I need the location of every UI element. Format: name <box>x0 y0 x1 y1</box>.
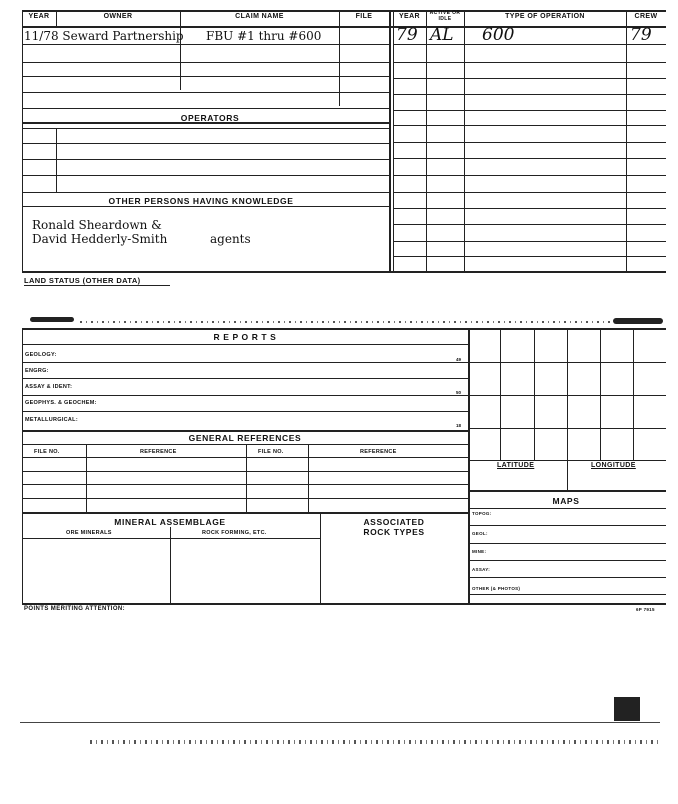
scan-artifact-block <box>614 697 640 721</box>
associated-rock-types-line1: ASSOCIATED <box>363 517 425 527</box>
gen-ref-header-file-no-2: FILE NO. <box>258 449 284 455</box>
header-year: YEAR <box>28 13 50 20</box>
report-num-assay: 50 <box>456 390 462 395</box>
longitude-label: LONGITUDE <box>591 462 636 469</box>
ore-minerals-label: ORE MINERALS <box>66 530 112 536</box>
header-claim-name: CLAIM NAME <box>235 13 284 20</box>
entry-crew: 79 <box>630 25 652 45</box>
other-persons-line1: Ronald Sheardown & <box>32 218 162 232</box>
header-owner: OWNER <box>103 13 133 20</box>
maps-geol: GEOL: <box>472 531 488 536</box>
form-number: 6P 7915 <box>636 607 655 612</box>
header-crew: CREW <box>634 13 658 20</box>
marker-smear-right <box>613 318 663 324</box>
header-type-of-operation: TYPE OF OPERATION <box>505 13 585 20</box>
land-status-title: LAND STATUS (OTHER DATA) <box>24 276 141 285</box>
operators-title: OPERATORS <box>180 113 240 123</box>
maps-other: OTHER (& PHOTOS) <box>472 586 521 591</box>
report-num-geology: 49 <box>456 357 462 362</box>
rock-forming-label: ROCK FORMING, ETC. <box>202 530 267 536</box>
gen-ref-header-file-no-1: FILE NO. <box>34 449 60 455</box>
header-active-idle: ACTIVE OR IDLE <box>429 10 461 22</box>
gen-ref-header-reference-1: REFERENCE <box>140 449 177 455</box>
report-label-engrg: ENGRG: <box>25 368 49 374</box>
maps-title: MAPS <box>552 496 580 506</box>
other-persons-title: OTHER PERSONS HAVING KNOWLEDGE <box>108 196 294 206</box>
latitude-label: LATITUDE <box>497 462 535 469</box>
entry-year-owner: 11/78 Seward Partnership <box>24 29 184 43</box>
report-label-geophys: GEOPHYS. & GEOCHEM: <box>25 400 97 406</box>
general-references-title: GENERAL REFERENCES <box>188 433 302 443</box>
maps-assay: ASSAY: <box>472 567 491 572</box>
entry-claim-name: FBU #1 thru #600 <box>206 29 322 43</box>
entry-active-idle: AL <box>430 25 454 45</box>
gen-ref-header-reference-2: REFERENCE <box>360 449 397 455</box>
points-title: POINTS MERITING ATTENTION: <box>24 606 126 612</box>
other-persons-role: agents <box>210 232 251 246</box>
marker-smear-left <box>30 317 74 322</box>
header-year-right: YEAR <box>398 13 421 20</box>
header-file: FILE <box>355 13 373 20</box>
report-label-metallurgical: METALLURGICAL: <box>25 417 78 423</box>
associated-rock-types-line2: ROCK TYPES <box>363 527 425 537</box>
reports-title: R E P O R T S <box>213 332 277 342</box>
entry-year-right: 79 <box>396 25 418 45</box>
maps-topog: TOPOG: <box>472 511 492 516</box>
maps-mine: MINE: <box>472 549 487 554</box>
report-label-assay: ASSAY & IDENT: <box>25 384 73 390</box>
entry-type-of-operation: 600 <box>482 25 515 45</box>
other-persons-line2: David Hedderly-Smith <box>32 232 168 246</box>
scan-noise <box>90 740 660 744</box>
mineral-assemblage-title: MINERAL ASSEMBLAGE <box>114 517 226 527</box>
report-label-geology: GEOLOGY: <box>25 352 57 358</box>
report-num-metallurgical: 18 <box>456 423 462 428</box>
